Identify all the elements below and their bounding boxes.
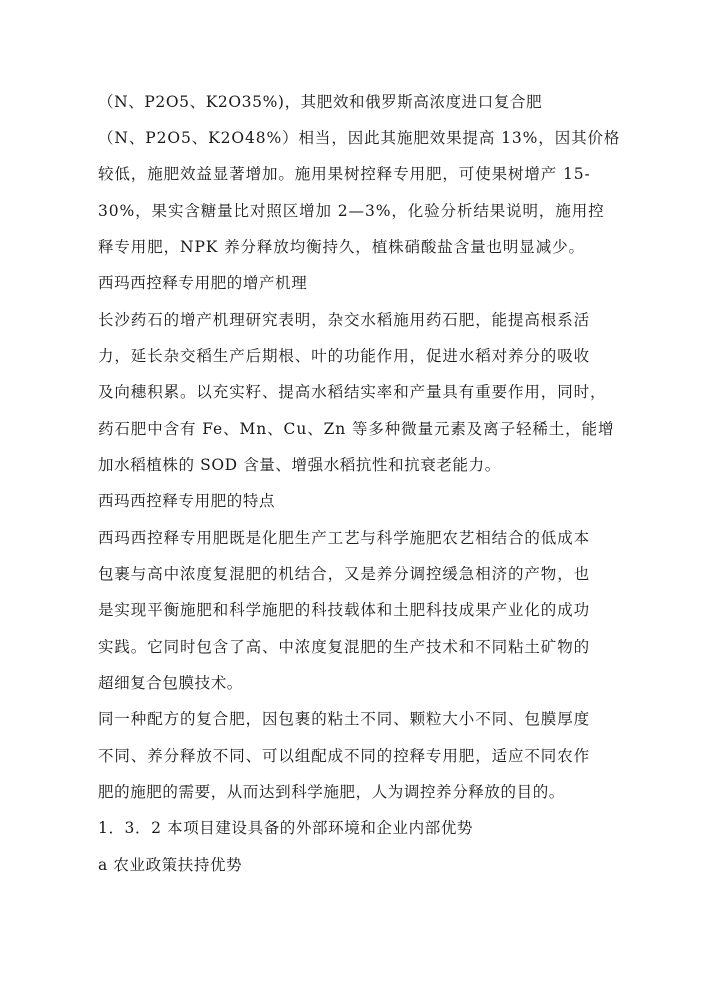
text-line: 力，延长杂交稻生产后期根、叶的功能作用，促进水稻对养分的吸收	[98, 347, 591, 365]
text-line: （N、P2O5、K2O35%)，其肥效和俄罗斯高浓度进口复合肥	[98, 93, 543, 111]
text-line: 药石肥中含有 Fe、Mn、Cu、Zn 等多种微量元素及离子轻稀土，能增	[98, 420, 615, 438]
text-line: 长沙药石的增产机理研究表明，杂交水稻施用药石肥，能提高根系活	[98, 311, 591, 329]
text-line: 及向穗积累。以充实籽、提高水稻结实率和产量具有重要作用，同时，	[98, 383, 607, 401]
text-line: 实践。它同时包含了高、中浓度复混肥的生产技术和不同粘土矿物的	[98, 638, 591, 656]
text-line: 30%，果实含糖量比对照区增加 2—3%，化验分析结果说明，施用控	[98, 202, 605, 220]
text-line: 加水稻植株的 SOD 含量、增强水稻抗性和抗衰老能力。	[98, 456, 501, 474]
text-line: 是实现平衡施肥和科学施肥的科技载体和土肥科技成果产业化的成功	[98, 601, 591, 619]
text-line: 包裹与高中浓度复混肥的机结合，又是养分调控缓急相济的产物，也	[98, 565, 591, 583]
text-line: 西玛西控释专用肥既是化肥生产工艺与科学施肥农艺相结合的低成本	[98, 529, 591, 547]
text-line: 释专用肥，NPK 养分释放均衡持久，植株硝酸盐含量也明显减少。	[98, 238, 585, 256]
section-heading: 西玛西控释专用肥的特点	[98, 492, 276, 510]
section-heading: a 农业政策扶持优势	[98, 856, 243, 874]
section-heading: 西玛西控释专用肥的增产机理	[98, 274, 308, 292]
text-line: （N、P2O5、K2O48%）相当，因此其施肥效果提高 13%，因其价格	[98, 129, 621, 147]
text-line: 同一种配方的复合肥，因包裹的粘土不同、颗粒大小不同、包膜厚度	[98, 710, 591, 728]
text-line: 超细复合包膜技术。	[98, 674, 243, 692]
text-line: 肥的施肥的需要，从而达到科学施肥，人为调控养分释放的目的。	[98, 783, 565, 801]
text-line: 较低，施肥效益显著增加。施用果树控释专用肥，可使果树增产 15-	[98, 165, 591, 183]
section-heading: 1．3．2 本项目建设具备的外部环境和企业内部优势	[98, 819, 474, 837]
text-line: 不同、养分释放不同、可以组配成不同的控释专用肥，适应不同农作	[98, 747, 591, 765]
